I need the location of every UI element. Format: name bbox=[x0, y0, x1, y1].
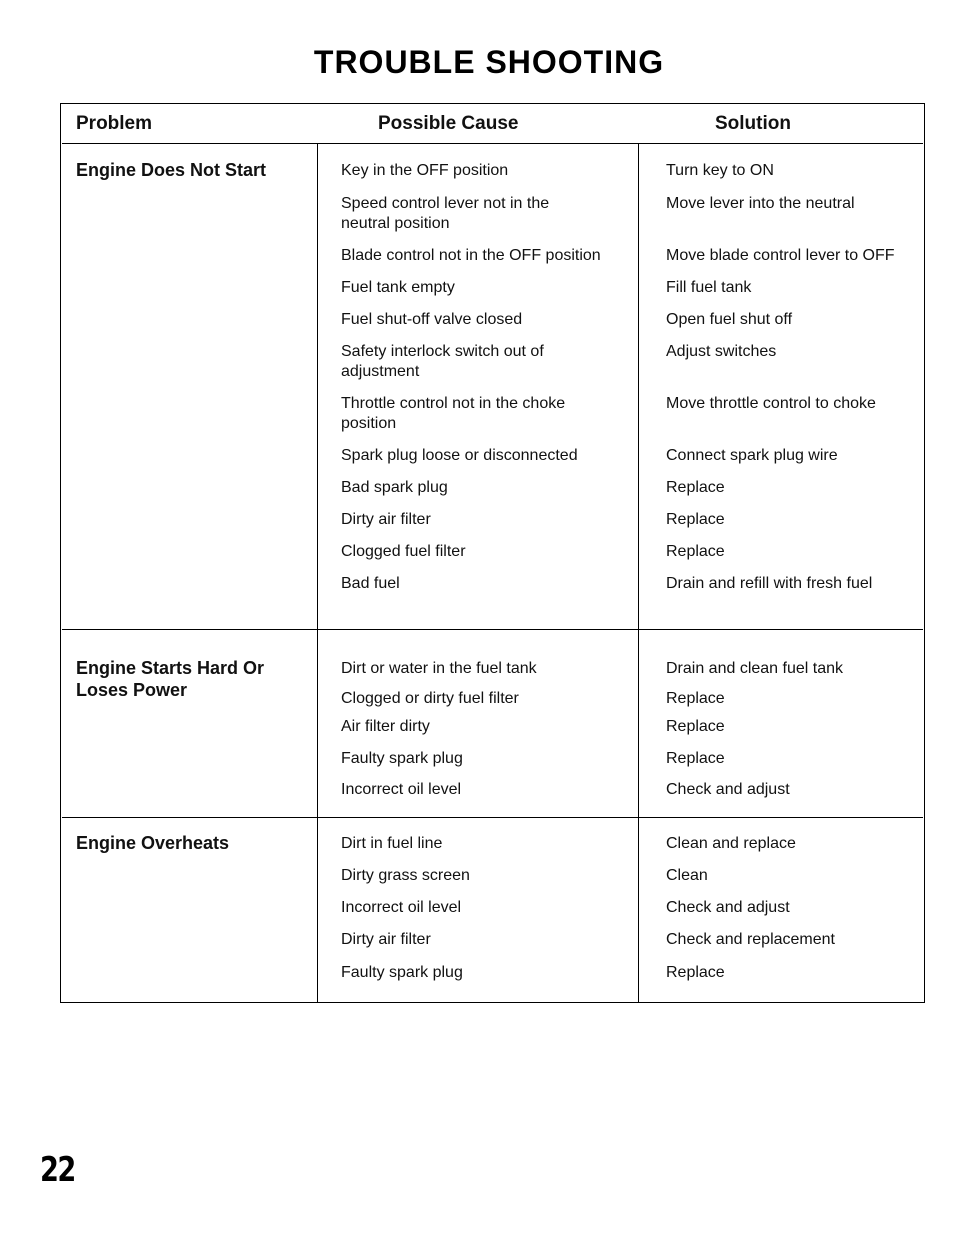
cause-cell: Incorrect oil level bbox=[341, 781, 462, 798]
solution-cell: Turn key to ON bbox=[666, 162, 774, 179]
cause-cell: Bad spark plug bbox=[341, 479, 448, 496]
cause-cell: Faulty spark plug bbox=[341, 964, 463, 981]
solution-cell: Replace bbox=[666, 718, 725, 735]
solution-cell: Check and adjust bbox=[666, 781, 790, 798]
solution-cell: Check and adjust bbox=[666, 899, 790, 916]
solution-cell: Replace bbox=[666, 964, 725, 981]
solution-cell: Replace bbox=[666, 479, 725, 496]
cause-cell: Key in the OFF position bbox=[341, 162, 509, 179]
cause-cell: Clogged fuel filter bbox=[341, 543, 466, 560]
solution-cell: Replace bbox=[666, 543, 725, 560]
column-divider-1 bbox=[317, 144, 318, 1003]
page-number: 22 bbox=[40, 1150, 75, 1190]
cause-cell: Air filter dirty bbox=[341, 718, 430, 735]
cause-cell: Incorrect oil level bbox=[341, 899, 462, 916]
cause-cell: Blade control not in the OFF position bbox=[341, 247, 601, 264]
solution-cell: Replace bbox=[666, 750, 725, 767]
cause-cell: Spark plug loose or disconnected bbox=[341, 447, 578, 464]
problem-engine-does-not-start: Engine Does Not Start bbox=[76, 160, 267, 180]
cause-cell: Clogged or dirty fuel filter bbox=[341, 690, 519, 707]
header-solution: Solution bbox=[715, 113, 791, 134]
solution-cell: Clean bbox=[666, 867, 708, 884]
solution-cell: Move blade control lever to OFF bbox=[666, 247, 895, 264]
cause-cell: Dirty air filter bbox=[341, 511, 431, 528]
problem-engine-starts-hard-line1: Engine Starts Hard Or bbox=[76, 658, 265, 678]
solution-cell: Fill fuel tank bbox=[666, 279, 752, 296]
solution-cell: Move lever into the neutral bbox=[666, 195, 855, 212]
solution-cell: Move throttle control to choke bbox=[666, 395, 876, 412]
solution-cell: Check and replacement bbox=[666, 931, 835, 948]
header-possible-cause: Possible Cause bbox=[378, 113, 519, 134]
header-problem: Problem bbox=[76, 113, 153, 134]
solution-cell: Drain and clean fuel tank bbox=[666, 660, 843, 677]
page-title: TROUBLE SHOOTING bbox=[313, 44, 665, 80]
cause-cell: Dirty grass screen bbox=[341, 867, 470, 884]
solution-cell: Open fuel shut off bbox=[666, 311, 793, 328]
problem-engine-starts-hard-line2: Loses Power bbox=[76, 680, 188, 700]
cause-cell: Safety interlock switch out of adjustment bbox=[341, 343, 544, 380]
cause-cell: Fuel shut-off valve closed bbox=[341, 311, 523, 328]
solution-cell: Replace bbox=[666, 690, 725, 707]
cause-cell: Dirt in fuel line bbox=[341, 835, 443, 852]
solution-cell: Adjust switches bbox=[666, 343, 777, 360]
cause-cell: Faulty spark plug bbox=[341, 750, 463, 767]
cause-cell: Bad fuel bbox=[341, 575, 400, 592]
header-divider bbox=[62, 143, 923, 144]
cause-cell: Dirt or water in the fuel tank bbox=[341, 660, 537, 677]
cause-cell: Dirty air filter bbox=[341, 931, 431, 948]
section-divider-1 bbox=[62, 629, 923, 630]
column-divider-2 bbox=[638, 144, 639, 1003]
solution-cell: Replace bbox=[666, 511, 725, 528]
problem-engine-overheats: Engine Overheats bbox=[76, 833, 230, 853]
solution-cell: Drain and refill with fresh fuel bbox=[666, 575, 873, 592]
solution-cell: Connect spark plug wire bbox=[666, 447, 838, 464]
section-divider-2 bbox=[62, 817, 923, 818]
solution-cell: Clean and replace bbox=[666, 835, 796, 852]
cause-cell: Speed control lever not in the neutral position bbox=[341, 195, 550, 232]
cause-cell: Fuel tank empty bbox=[341, 279, 455, 296]
cause-cell: Throttle control not in the choke position bbox=[341, 395, 566, 432]
